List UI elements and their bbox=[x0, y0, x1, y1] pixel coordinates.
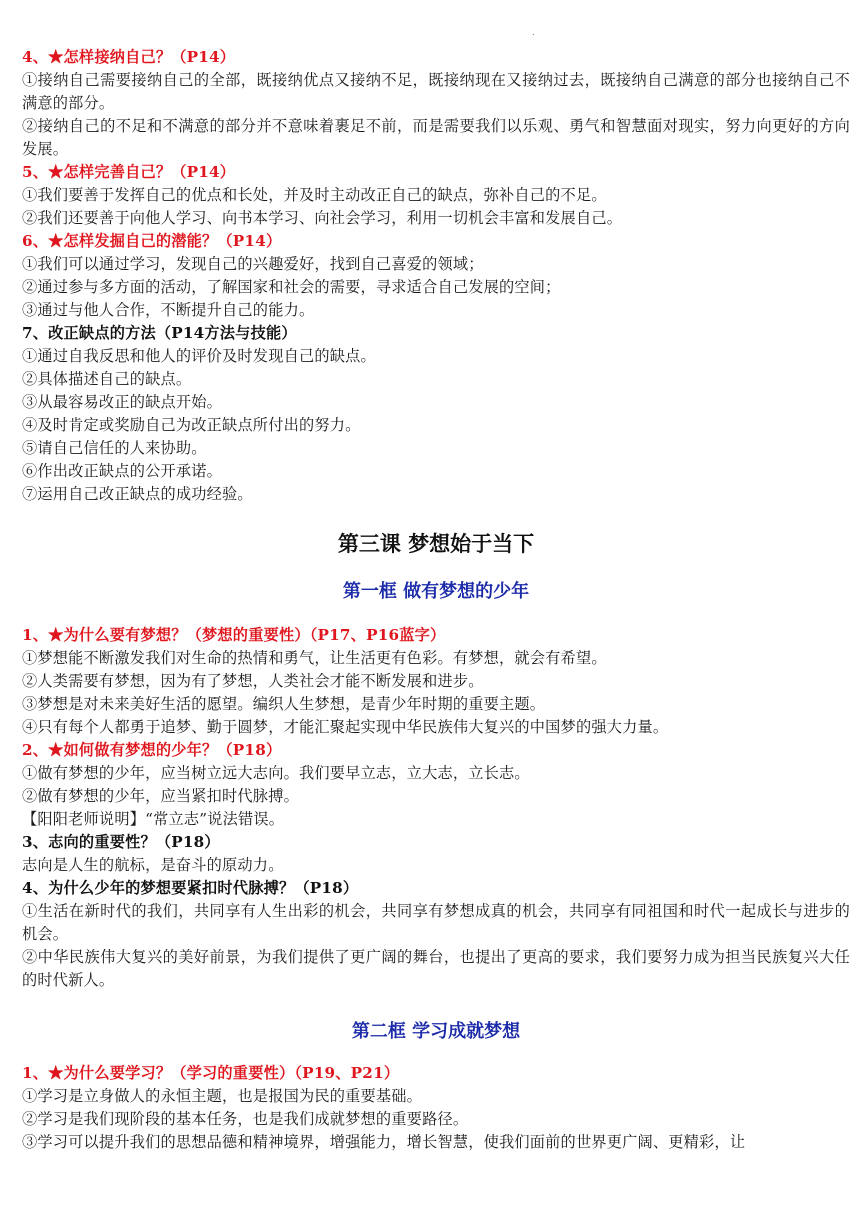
list-item: ②人类需要有梦想，因为有了梦想，人类社会才能不断发展和进步。 bbox=[22, 672, 484, 690]
list-item: ③梦想是对未来美好生活的愿望。编织人生梦想，是青少年时期的重要主题。 bbox=[22, 695, 546, 713]
list-item: ④只有每个人都勇于追梦、勤于圆梦，才能汇聚起实现中华民族伟大复兴的中国梦的强大力量。 bbox=[22, 718, 669, 736]
heading-why-study: 1、★为什么要学习？（学习的重要性）（P19、P21） bbox=[22, 1064, 400, 1082]
list-item: ②学习是我们现阶段的基本任务，也是我们成就梦想的重要路径。 bbox=[22, 1110, 469, 1128]
heading-fix-shortcomings: 7、改正缺点的方法（P14方法与技能） bbox=[22, 324, 297, 342]
list-item: ①我们可以通过学习，发现自己的兴趣爱好，找到自己喜爱的领域； bbox=[22, 255, 484, 273]
document-page bbox=[22, 46, 850, 1154]
lesson-title: 第三课 梦想始于当下 bbox=[337, 532, 535, 556]
frame1-title: 第一框 做有梦想的少年 bbox=[342, 581, 530, 602]
list-item: ②我们还要善于向他人学习、向书本学习、向社会学习，利用一切机会丰富和发展自己。 bbox=[22, 209, 623, 227]
list-item: ②具体描述自己的缺点。 bbox=[22, 370, 192, 388]
list-item: ③从最容易改正的缺点开始。 bbox=[22, 393, 223, 411]
heading-accept-self: 4、★怎样接纳自己？（P14） bbox=[22, 48, 236, 66]
list-item: ②接纳自己的不足和不满意的部分并不意味着裹足不前，而是需要我们以乐观、勇气和智慧面对现实，努力向更好的方向发展。 bbox=[22, 117, 850, 158]
heading-potential: 6、★怎样发掘自己的潜能？（P14） bbox=[22, 232, 282, 250]
list-item: ②中华民族伟大复兴的美好前景，为我们提供了更广阔的舞台，也提出了更高的要求，我们要努力成为担当民族复兴大任的时代新人。 bbox=[22, 948, 850, 989]
list-item: ①我们要善于发挥自己的优点和长处，并及时主动改正自己的缺点，弥补自己的不足。 bbox=[22, 186, 607, 204]
list-item: ⑥作出改正缺点的公开承诺。 bbox=[22, 462, 223, 480]
list-item: ①做有梦想的少年，应当树立远大志向。我们要早立志，立大志，立长志。 bbox=[22, 764, 530, 782]
heading-improve-self: 5、★怎样完善自己？（P14） bbox=[22, 163, 236, 181]
top-mark: . bbox=[532, 28, 535, 37]
heading-era: 4、为什么少年的梦想要紧扣时代脉搏？（P18） bbox=[22, 879, 359, 897]
list-item: ①生活在新时代的我们，共同享有人生出彩的机会，共同享有梦想成真的机会，共同享有同祖国和时代一起成长与进步的机会。 bbox=[22, 902, 850, 943]
heading-how-dream: 2、★如何做有梦想的少年？（P18） bbox=[22, 741, 282, 759]
list-item: ⑦运用自己改正缺点的成功经验。 bbox=[22, 485, 253, 503]
list-item: ⑤请自己信任的人来协助。 bbox=[22, 439, 207, 457]
list-item: ①梦想能不断激发我们对生命的热情和勇气，让生活更有色彩。有梦想，就会有希望。 bbox=[22, 649, 607, 667]
list-item: ④及时肯定或奖励自己为改正缺点所付出的努力。 bbox=[22, 416, 361, 434]
list-item: ③学习可以提升我们的思想品德和精神境界，增强能力，增长智慧，使我们面前的世界更广阔、更精彩，让 bbox=[22, 1133, 746, 1151]
frame2-title: 第二框 学习成就梦想 bbox=[351, 1021, 521, 1042]
heading-ambition: 3、志向的重要性？（P18） bbox=[22, 833, 220, 851]
list-item: ③通过与他人合作，不断提升自己的能力。 bbox=[22, 301, 315, 319]
list-item: 志向是人生的航标，是奋斗的原动力。 bbox=[22, 856, 284, 874]
list-item: ①接纳自己需要接纳自己的全部，既接纳优点又接纳不足，既接纳现在又接纳过去，既接纳自己满意的部分也接纳自己不满意的部分。 bbox=[22, 71, 850, 112]
teacher-note: 【阳阳老师说明】“常立志”说法错误。 bbox=[22, 810, 285, 828]
heading-why-dream: 1、★为什么要有梦想？（梦想的重要性）（P17、P16蓝字） bbox=[22, 626, 446, 644]
list-item: ①学习是立身做人的永恒主题，也是报国为民的重要基础。 bbox=[22, 1087, 423, 1105]
list-item: ②做有梦想的少年，应当紧扣时代脉搏。 bbox=[22, 787, 299, 805]
list-item: ②通过参与多方面的活动，了解国家和社会的需要，寻求适合自己发展的空间； bbox=[22, 278, 561, 296]
list-item: ①通过自我反思和他人的评价及时发现自己的缺点。 bbox=[22, 347, 376, 365]
